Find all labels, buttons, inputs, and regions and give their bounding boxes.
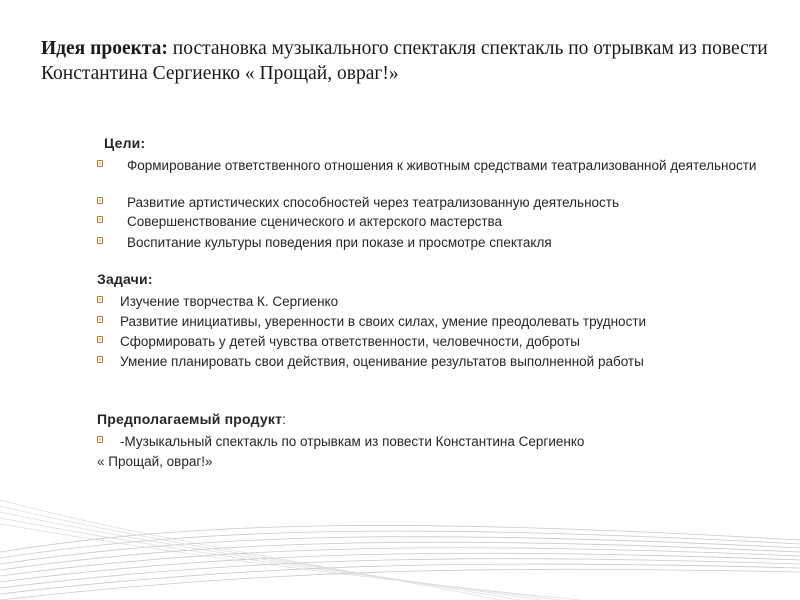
- task-item-label: Изучение творчества К. Сергиенко: [120, 294, 339, 309]
- task-item-label: Умение планировать свои действия, оценивание результатов выполненной работы: [120, 354, 644, 369]
- product-item-label: -Музыкальный спектакль по отрывкам из повести Константина Сергиенко: [120, 434, 585, 449]
- task-item: [97, 293, 792, 310]
- task-item-label: Сформировать у детей чувства ответственности, человечности, доброты: [120, 334, 580, 349]
- product-heading: [97, 411, 286, 427]
- task-item: [97, 313, 792, 330]
- tasks-heading: Задачи:: [97, 271, 153, 287]
- product-heading-colon: :: [282, 411, 287, 427]
- goal-item: [97, 234, 792, 251]
- product-item: [97, 433, 792, 450]
- square-bullet-icon: [97, 237, 103, 244]
- goal-item-label: Формирование ответственного отношения к животным средствами театрализованной деятельности: [127, 158, 757, 173]
- goal-item-label: Воспитание культуры поведения при показе и просмотре спектакля: [127, 235, 552, 250]
- square-bullet-icon: [97, 356, 103, 363]
- goal-item: [97, 157, 792, 174]
- square-bullet-icon: [97, 160, 103, 167]
- product-continuation: « Прощай, овраг!»: [97, 454, 213, 469]
- goal-item: [97, 194, 792, 211]
- title-rest: постановка музыкального спектакля спектакль по отрывкам из повести Константина Сергиенко « Прощай, овраг!»: [41, 38, 768, 84]
- goal-item: [97, 213, 792, 230]
- square-bullet-icon: [97, 216, 103, 223]
- product-heading-text: Предполагаемый продукт: [97, 411, 283, 427]
- task-item: [97, 353, 792, 370]
- goals-heading: Цели:: [104, 135, 146, 151]
- square-bullet-icon: [97, 296, 103, 303]
- goal-item-label: Совершенствование сценического и актерского мастерства: [127, 214, 503, 229]
- square-bullet-icon: [97, 316, 103, 323]
- square-bullet-icon: [97, 436, 103, 443]
- task-item-label: Развитие инициативы, уверенности в своих силах, умение преодолевать трудности: [120, 314, 647, 329]
- square-bullet-icon: [97, 336, 103, 343]
- square-bullet-icon: [97, 197, 103, 204]
- task-item: [97, 333, 792, 350]
- title-bold: Идея проекта:: [41, 38, 168, 59]
- goal-item-label: Развитие артистических способностей через театрализованную деятельность: [127, 195, 620, 210]
